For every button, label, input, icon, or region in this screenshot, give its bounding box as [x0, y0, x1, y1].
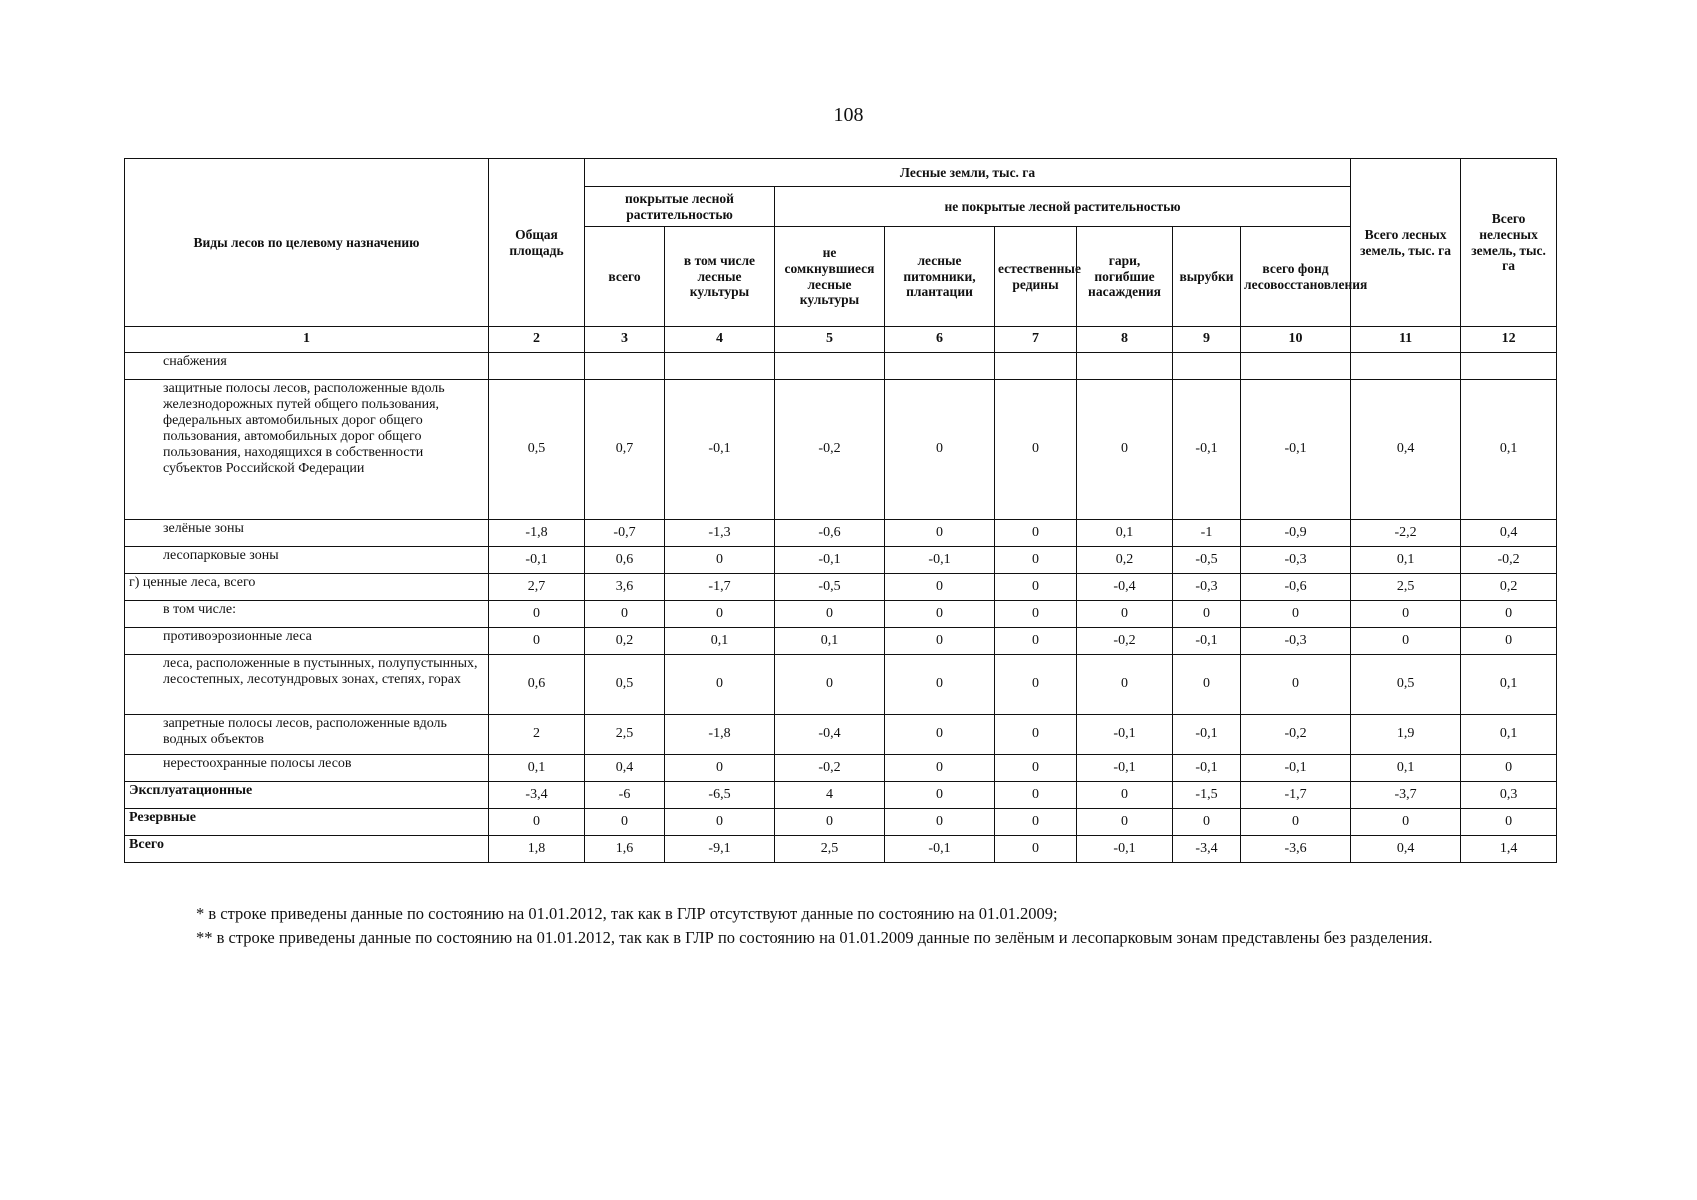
table-cell: -0,2 [1461, 547, 1557, 574]
table-cell: 0 [885, 628, 995, 655]
table-cell: 2,7 [489, 574, 585, 601]
table-cell [1173, 353, 1241, 380]
table-cell [489, 353, 585, 380]
table-cell: 0 [885, 809, 995, 836]
table-cell: 0 [1461, 628, 1557, 655]
col-number: 6 [885, 327, 995, 353]
table-cell: 0,1 [489, 755, 585, 782]
table-cell: 0 [775, 601, 885, 628]
col-number: 7 [995, 327, 1077, 353]
table-cell: 0 [665, 547, 775, 574]
table-cell: 0 [1241, 655, 1351, 715]
header-sub-reforest-fund: всего фонд лесовосстановления [1241, 227, 1351, 327]
table-cell: 0 [1461, 809, 1557, 836]
table-cell: -0,1 [1173, 628, 1241, 655]
col-number: 9 [1173, 327, 1241, 353]
table-cell: 0 [995, 520, 1077, 547]
table-cell: -0,1 [1173, 755, 1241, 782]
table-cell: 2,5 [775, 836, 885, 863]
header-sub-burnt: гари, погибшие насаждения [1077, 227, 1173, 327]
table-cell: -0,2 [1077, 628, 1173, 655]
header-sub-sparse: естественные редины [995, 227, 1077, 327]
row-label: леса, расположенные в пустынных, полупустынных, лесостепных, лесотундровых зонах, степях, горах [125, 655, 489, 715]
footnote-1: * в строке приведены данные по состоянию на 01.01.2012, так как в ГЛР отсутствуют данные по состоянию на 01.01.2009; [196, 904, 1058, 923]
forest-lands-table [124, 158, 1557, 863]
table-cell: 0,4 [1461, 520, 1557, 547]
table-cell [665, 353, 775, 380]
table-cell: 0,1 [1077, 520, 1173, 547]
table-cell: -1,3 [665, 520, 775, 547]
table-cell: -1,7 [1241, 782, 1351, 809]
table-cell: -0,1 [1241, 755, 1351, 782]
header-sub-cuttings: вырубки [1173, 227, 1241, 327]
header-sub-total: всего [585, 227, 665, 327]
table-cell: -0,2 [775, 755, 885, 782]
table-cell: 0 [1173, 809, 1241, 836]
table-cell: 0 [1173, 655, 1241, 715]
table-row [125, 520, 1557, 547]
col-number: 4 [665, 327, 775, 353]
table-cell: 0,1 [775, 628, 885, 655]
table-cell: 0 [995, 601, 1077, 628]
table-cell: 0 [665, 755, 775, 782]
row-label: лесопарковые зоны [125, 547, 489, 574]
header-types: Виды лесов по целевому назначению [125, 159, 489, 327]
header-sub-cultures: в том числе лесные культуры [665, 227, 775, 327]
table-cell: 0,1 [1461, 655, 1557, 715]
table-cell: 0 [665, 655, 775, 715]
table-cell: 0 [665, 809, 775, 836]
table-cell: -0,1 [1077, 836, 1173, 863]
table-body [125, 353, 1557, 863]
table-cell [1351, 353, 1461, 380]
table-cell: 0,5 [585, 655, 665, 715]
table-cell: 0 [1351, 628, 1461, 655]
table-cell: -0,9 [1241, 520, 1351, 547]
table-cell: 0 [885, 755, 995, 782]
table-cell: -0,3 [1241, 547, 1351, 574]
table-cell: 0,2 [1461, 574, 1557, 601]
table-cell: -1,5 [1173, 782, 1241, 809]
table-cell: 2,5 [1351, 574, 1461, 601]
table-cell: 0 [585, 809, 665, 836]
table-cell: -0,6 [775, 520, 885, 547]
header-covered: покрытые лесной растительностью [585, 187, 775, 227]
table-row [125, 755, 1557, 782]
table-cell [1077, 353, 1173, 380]
table-cell: 0 [1077, 380, 1173, 520]
table-cell: 0 [995, 380, 1077, 520]
table-cell: 2,5 [585, 715, 665, 755]
table-cell: 0 [885, 782, 995, 809]
table-cell: 1,6 [585, 836, 665, 863]
table-row [125, 547, 1557, 574]
table-row [125, 655, 1557, 715]
table-cell [885, 353, 995, 380]
table-cell: 0 [1077, 655, 1173, 715]
table-cell: 0 [885, 601, 995, 628]
page-number: 108 [833, 104, 864, 126]
table-cell: 0,4 [1351, 836, 1461, 863]
table-cell: 0,1 [665, 628, 775, 655]
table-cell: 0 [885, 715, 995, 755]
table-cell [585, 353, 665, 380]
col-number: 11 [1351, 327, 1461, 353]
table-cell: 0,5 [1351, 655, 1461, 715]
table-cell [1461, 353, 1557, 380]
footnote-2: ** в строке приведены данные по состоянию на 01.01.2012, так как в ГЛР по состоянию на 01.01.2009 данные по зелёным и лесопарковым зонам представлены без разделения. [196, 927, 1433, 947]
header-sub-nurseries: лесные питомники, плантации [885, 227, 995, 327]
table-cell: -1,8 [665, 715, 775, 755]
table-cell: 0 [1077, 782, 1173, 809]
table-cell: 0,4 [585, 755, 665, 782]
table-cell [1241, 353, 1351, 380]
col-number: 1 [125, 327, 489, 353]
table-cell: -0,1 [885, 547, 995, 574]
table-cell: 0,2 [585, 628, 665, 655]
row-label: Эксплуатационные [125, 782, 489, 809]
table-cell: -1,8 [489, 520, 585, 547]
table-cell: 0,6 [489, 655, 585, 715]
table-cell: -0,1 [489, 547, 585, 574]
table-cell: 0 [1461, 755, 1557, 782]
table-cell: 0 [1077, 809, 1173, 836]
table-cell: -0,6 [1241, 574, 1351, 601]
table-cell: 0 [995, 809, 1077, 836]
table-row [125, 715, 1557, 755]
table-cell: -3,6 [1241, 836, 1351, 863]
row-label: г) ценные леса, всего [125, 574, 489, 601]
table-cell: 0 [1241, 809, 1351, 836]
table-cell: 0 [995, 755, 1077, 782]
table-cell: -0,1 [665, 380, 775, 520]
table-cell: 0 [1173, 601, 1241, 628]
table-cell: -3,4 [1173, 836, 1241, 863]
header-total-nonforest: Всего нелесных земель, тыс. га [1461, 159, 1557, 327]
table-cell: 0 [1351, 601, 1461, 628]
row-label: зелёные зоны [125, 520, 489, 547]
table-cell: -0,3 [1241, 628, 1351, 655]
table-cell: 0,5 [489, 380, 585, 520]
table-cell: 0,1 [1461, 715, 1557, 755]
table-cell: -0,2 [775, 380, 885, 520]
table-cell: 0 [995, 547, 1077, 574]
row-label: нерестоохранные полосы лесов [125, 755, 489, 782]
table-cell: -0,1 [1077, 715, 1173, 755]
table-row [125, 782, 1557, 809]
table-cell: 0 [885, 655, 995, 715]
table-cell: 0 [1241, 601, 1351, 628]
table-cell: 2 [489, 715, 585, 755]
header-total-forest: Всего лесных земель, тыс. га [1351, 159, 1461, 327]
row-label: Резервные [125, 809, 489, 836]
table-cell: 1,8 [489, 836, 585, 863]
row-label: запретные полосы лесов, расположенные вдоль водных объектов [125, 715, 489, 755]
table-cell: -0,1 [1241, 380, 1351, 520]
table-cell: 0 [585, 601, 665, 628]
table-row [125, 809, 1557, 836]
row-label: противоэрозионные леса [125, 628, 489, 655]
table-row [125, 836, 1557, 863]
table-cell: -1 [1173, 520, 1241, 547]
table-cell [995, 353, 1077, 380]
header-sub-unclosed: не сомкнувшиеся лесные культуры [775, 227, 885, 327]
footnotes [124, 902, 1544, 950]
row-label: снабжения [125, 353, 489, 380]
table-cell: 0,7 [585, 380, 665, 520]
header-total-area: Общая площадь [489, 159, 585, 327]
table-row [125, 601, 1557, 628]
table-row [125, 353, 1557, 380]
table-cell: -9,1 [665, 836, 775, 863]
row-label: в том числе: [125, 601, 489, 628]
table-cell: 0 [995, 782, 1077, 809]
table-cell: 0 [885, 380, 995, 520]
table-cell: -6,5 [665, 782, 775, 809]
table-cell: 0 [665, 601, 775, 628]
table-cell: 0 [1461, 601, 1557, 628]
table-cell: 0 [1077, 601, 1173, 628]
header-forest-lands: Лесные земли, тыс. га [585, 159, 1351, 187]
table-cell: 1,4 [1461, 836, 1557, 863]
table-row [125, 380, 1557, 520]
table-cell: -0,1 [1077, 755, 1173, 782]
col-number: 3 [585, 327, 665, 353]
table-cell: 0 [489, 809, 585, 836]
table-cell: 0 [885, 520, 995, 547]
table-cell: -0,7 [585, 520, 665, 547]
row-label: защитные полосы лесов, расположенные вдоль железнодорожных путей общего пользования, федеральных автомобильных дорог общего пользования, автомобильных дорог общего пользования, находящихся в собственности субъектов Российской Федерации [125, 380, 489, 520]
table-cell [775, 353, 885, 380]
table-cell: 0,1 [1351, 547, 1461, 574]
table-cell: 0,6 [585, 547, 665, 574]
table-cell: 0 [995, 715, 1077, 755]
table-row [125, 628, 1557, 655]
table-cell: 0 [995, 574, 1077, 601]
header-not-covered: не покрытые лесной растительностью [775, 187, 1351, 227]
table-cell: -0,1 [775, 547, 885, 574]
table-cell: -2,2 [1351, 520, 1461, 547]
table-cell: -6 [585, 782, 665, 809]
table-cell: -3,4 [489, 782, 585, 809]
table-cell: -0,2 [1241, 715, 1351, 755]
table-cell: 0 [885, 574, 995, 601]
table-cell: -1,7 [665, 574, 775, 601]
row-label: Всего [125, 836, 489, 863]
table-cell: -0,5 [775, 574, 885, 601]
table-cell: 1,9 [1351, 715, 1461, 755]
table-cell: 0 [995, 836, 1077, 863]
col-number: 8 [1077, 327, 1173, 353]
table-cell: 0,4 [1351, 380, 1461, 520]
table-cell: 0 [489, 628, 585, 655]
table-cell: -3,7 [1351, 782, 1461, 809]
table-cell: 0 [775, 809, 885, 836]
table-cell: -0,1 [1173, 380, 1241, 520]
table-cell: 0,1 [1461, 380, 1557, 520]
table-cell: -0,5 [1173, 547, 1241, 574]
table-cell: -0,4 [1077, 574, 1173, 601]
table-row [125, 574, 1557, 601]
col-number: 2 [489, 327, 585, 353]
table-cell: 0 [995, 655, 1077, 715]
table-cell: 3,6 [585, 574, 665, 601]
table-cell: -0,3 [1173, 574, 1241, 601]
table-cell: 0 [1351, 809, 1461, 836]
table-cell: 0,2 [1077, 547, 1173, 574]
table-cell: -0,1 [1173, 715, 1241, 755]
table-cell: -0,1 [885, 836, 995, 863]
col-number: 10 [1241, 327, 1351, 353]
table-cell: 0 [775, 655, 885, 715]
col-number: 5 [775, 327, 885, 353]
table-cell: 0 [995, 628, 1077, 655]
col-number: 12 [1461, 327, 1557, 353]
table-cell: 4 [775, 782, 885, 809]
table-cell: 0,1 [1351, 755, 1461, 782]
table-cell: -0,4 [775, 715, 885, 755]
table-cell: 0,3 [1461, 782, 1557, 809]
table-cell: 0 [489, 601, 585, 628]
